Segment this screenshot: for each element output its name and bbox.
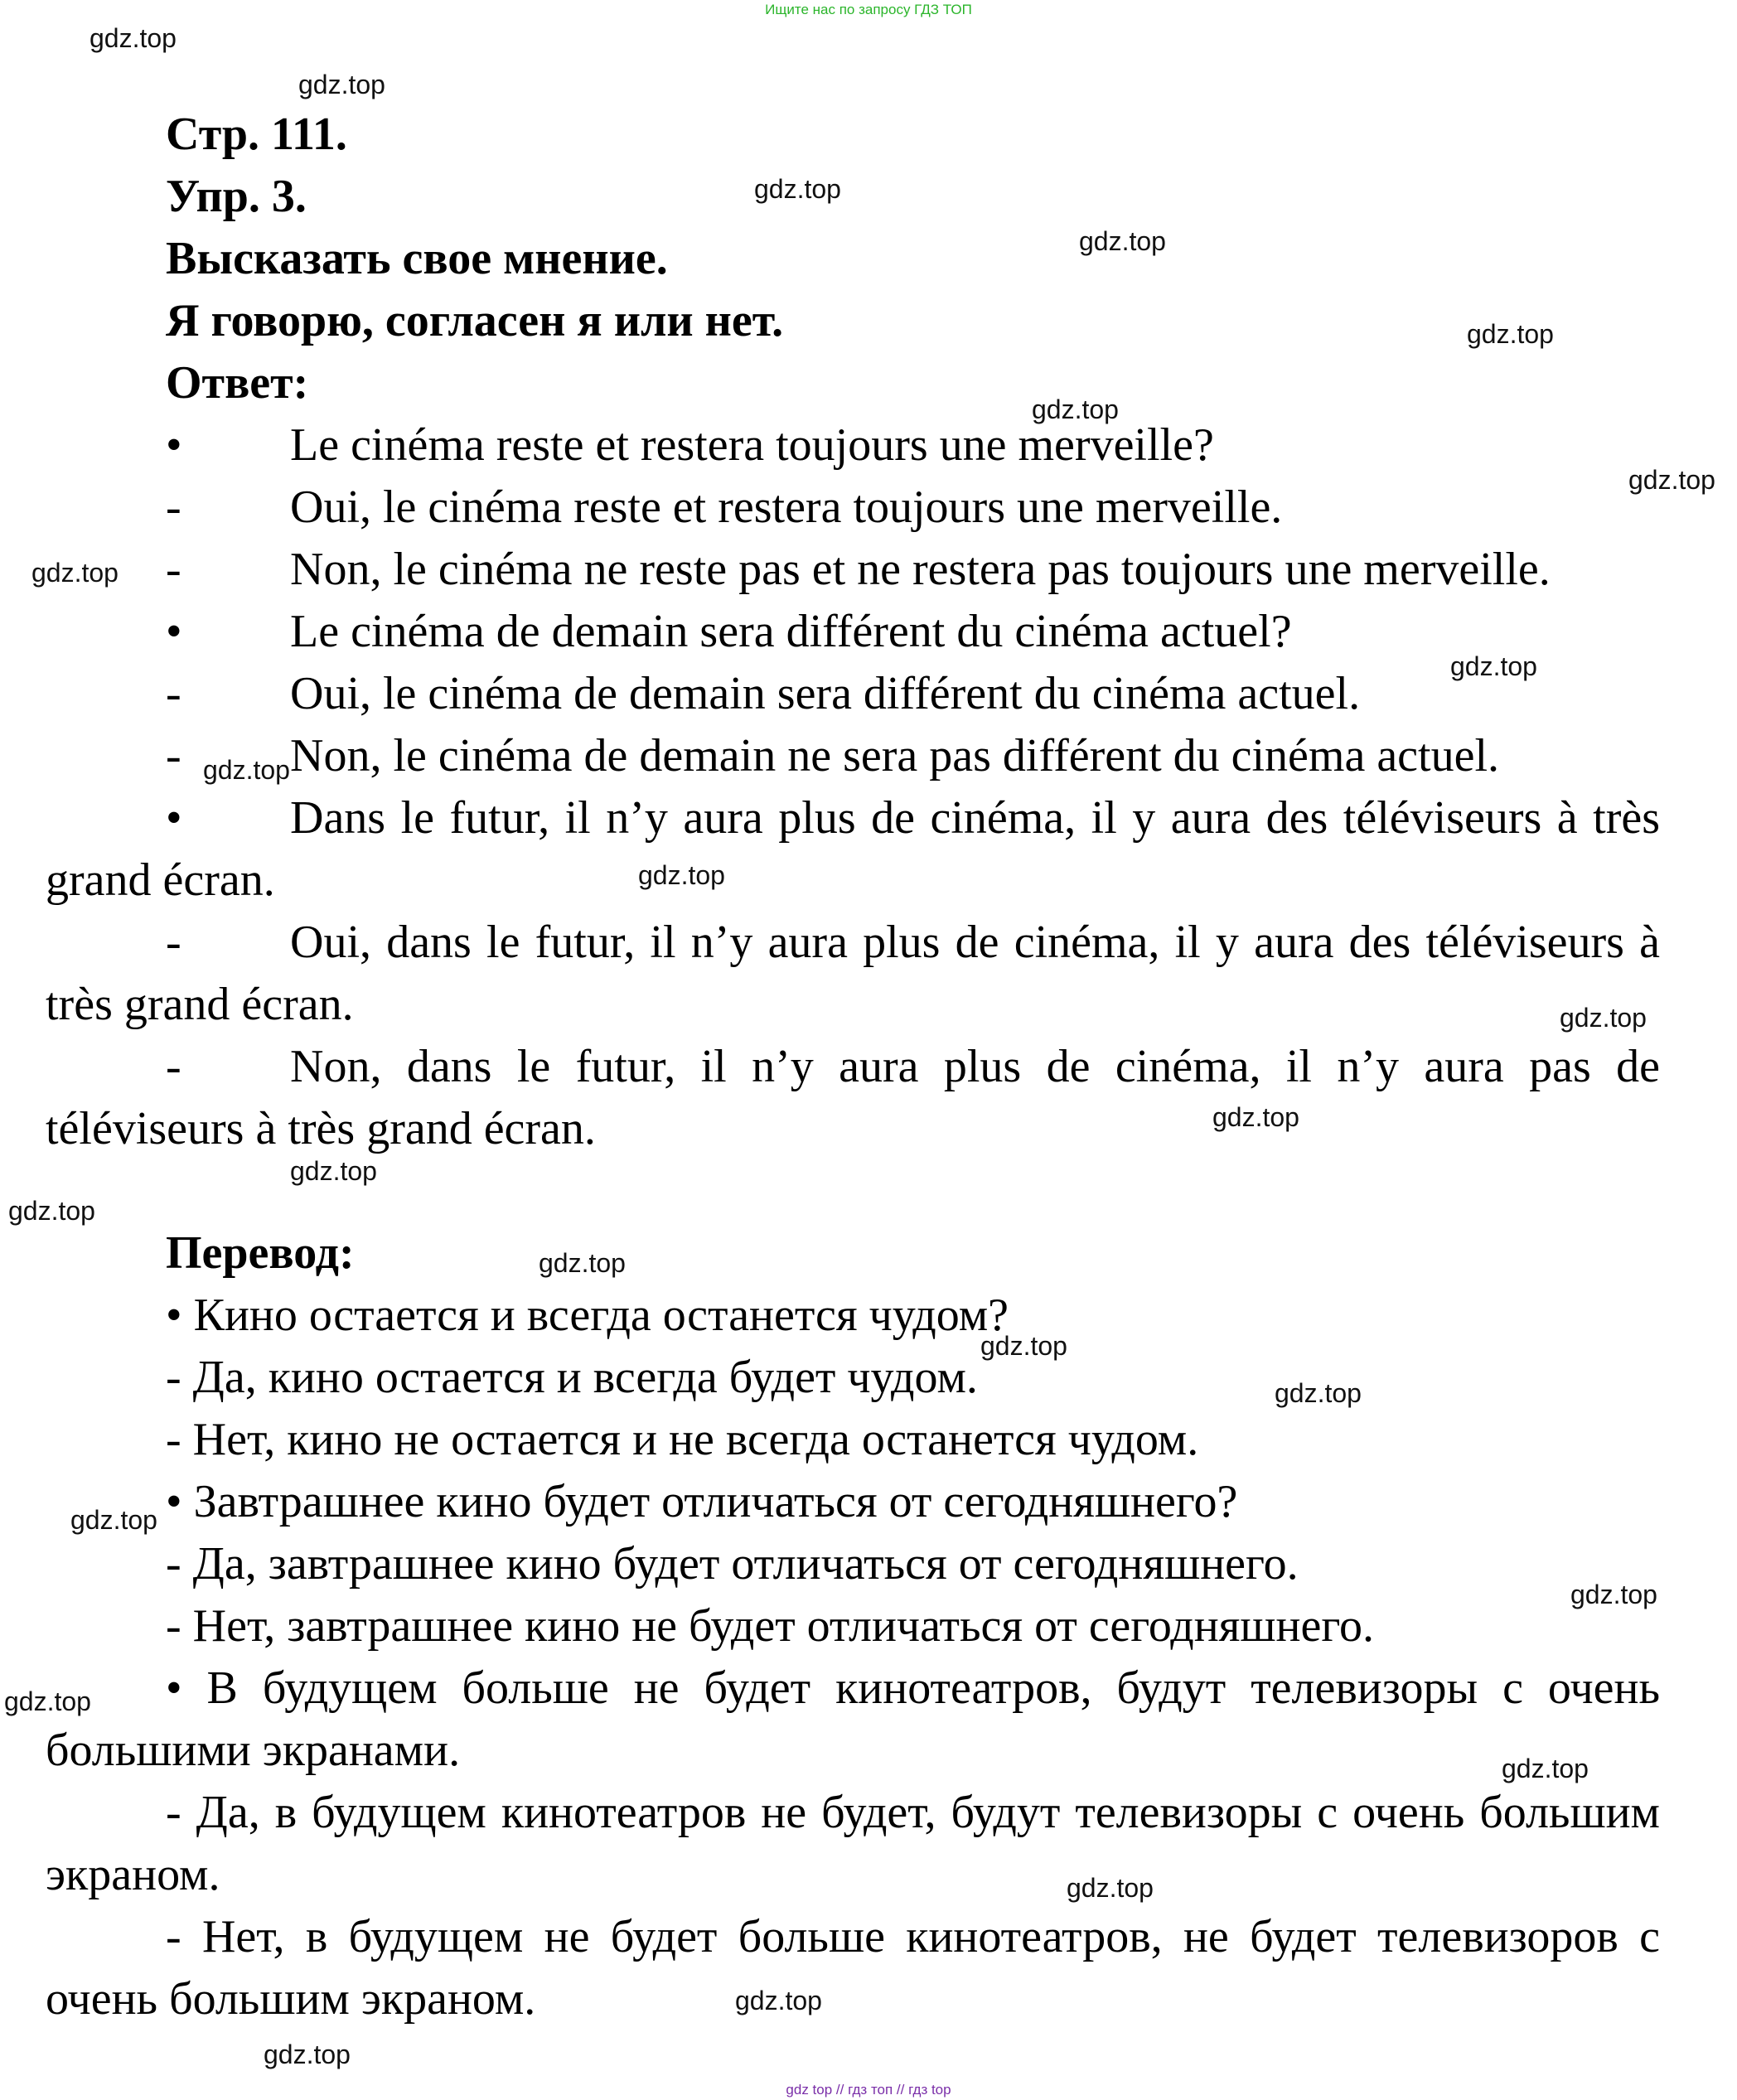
bottom-banner: gdz top // гдз топ // гдз top (786, 2082, 951, 2098)
translation-q1-yes: - Да, кино остается и всегда будет чудом. (166, 1352, 978, 1403)
watermark: gdz.top (1628, 465, 1715, 495)
bullet-marker: • (166, 606, 182, 657)
watermark: gdz.top (203, 755, 290, 785)
answer-question-1: Le cinéma reste et restera toujours une merveille? (290, 419, 1214, 471)
watermark: gdz.top (90, 23, 177, 53)
watermark: gdz.top (1450, 651, 1537, 681)
dash-marker: - (166, 668, 181, 719)
exercise-number: Упр. 3. (166, 171, 307, 222)
watermark: gdz.top (980, 1331, 1067, 1361)
watermark: gdz.top (754, 174, 841, 204)
translation-label: Перевод: (166, 1227, 355, 1279)
task-line-2: Я говорю, согласен я или нет. (166, 295, 784, 346)
watermark: gdz.top (298, 70, 385, 99)
watermark: gdz.top (1212, 1102, 1299, 1132)
translation-question-2: • Завтрашнее кино будет отличаться от сегодняшнего? (166, 1476, 1238, 1527)
translation-q1-no: - Нет, кино не остается и не всегда останется чудом. (166, 1414, 1199, 1465)
dash-marker: - (166, 481, 181, 533)
translation-q2-no: - Нет, завтрашнее кино не будет отличаться от сегодняшнего. (166, 1600, 1374, 1652)
watermark: gdz.top (31, 558, 119, 588)
answer-label: Ответ: (166, 357, 309, 409)
watermark: gdz.top (290, 1156, 377, 1186)
watermark: gdz.top (264, 2040, 351, 2069)
watermark: gdz.top (1032, 394, 1119, 424)
watermark: gdz.top (1275, 1378, 1362, 1408)
watermark: gdz.top (4, 1686, 91, 1716)
watermark: gdz.top (1560, 1003, 1647, 1033)
answer-q2-yes: Oui, le cinéma de demain sera différent du cinéma actuel. (290, 668, 1361, 719)
watermark: gdz.top (1570, 1580, 1657, 1609)
answer-q1-yes: Oui, le cinéma reste et restera toujours une merveille. (290, 481, 1283, 533)
answer-question-2: Le cinéma de demain sera différent du cinéma actuel? (290, 606, 1292, 657)
watermark: gdz.top (70, 1505, 157, 1535)
translation-q3-yes: - Да, в будущем кинотеатров не будет, будут телевизоры с очень большим экраном. (46, 1787, 1660, 1900)
answer-q2-no: Non, le cinéma de demain ne sera pas différent du cinéma actuel. (290, 730, 1500, 781)
dash-marker: - (166, 730, 181, 781)
watermark: gdz.top (539, 1248, 626, 1278)
translation-question-3: • В будущем больше не будет кинотеатров, будут телевизоры с очень большими экранами. (46, 1662, 1660, 1776)
watermark: gdz.top (1079, 226, 1166, 256)
bullet-marker: • (166, 792, 182, 844)
answer-q1-no: Non, le cinéma ne reste pas et ne restera pas toujours une merveille. (290, 544, 1551, 595)
watermark: gdz.top (1467, 319, 1554, 349)
watermark: gdz.top (735, 1986, 822, 2015)
page-number: Стр. 111. (166, 109, 347, 160)
top-search-banner: Ищите нас по запросу ГДЗ ТОП (765, 2, 972, 17)
translation-q3-no: - Нет, в будущем не будет больше кинотеатров, не будет телевизоров с очень большим экраном. (46, 1911, 1660, 2025)
dash-marker: - (166, 544, 181, 595)
answer-question-3: Dans le futur, il n’y aura plus de cinéma, il y aura des téléviseurs à très grand écran. (46, 792, 1660, 906)
answer-q3-no: Non, dans le futur, il n’y aura plus de cinéma, il n’y aura pas de téléviseurs à très grand écran. (46, 1041, 1660, 1154)
task-line-1: Высказать свое мнение. (166, 233, 668, 284)
translation-question-1: • Кино остается и всегда останется чудом? (166, 1290, 1009, 1341)
watermark: gdz.top (1502, 1754, 1589, 1783)
dash-marker: - (166, 1041, 181, 1092)
watermark: gdz.top (8, 1196, 95, 1226)
bullet-marker: • (166, 419, 182, 471)
watermark: gdz.top (1067, 1873, 1154, 1903)
dash-marker: - (166, 917, 181, 968)
answer-q3-yes: Oui, dans le futur, il n’y aura plus de cinéma, il y aura des téléviseurs à très grand écran. (46, 917, 1660, 1030)
watermark: gdz.top (638, 860, 725, 890)
translation-q2-yes: - Да, завтрашнее кино будет отличаться от сегодняшнего. (166, 1538, 1299, 1590)
